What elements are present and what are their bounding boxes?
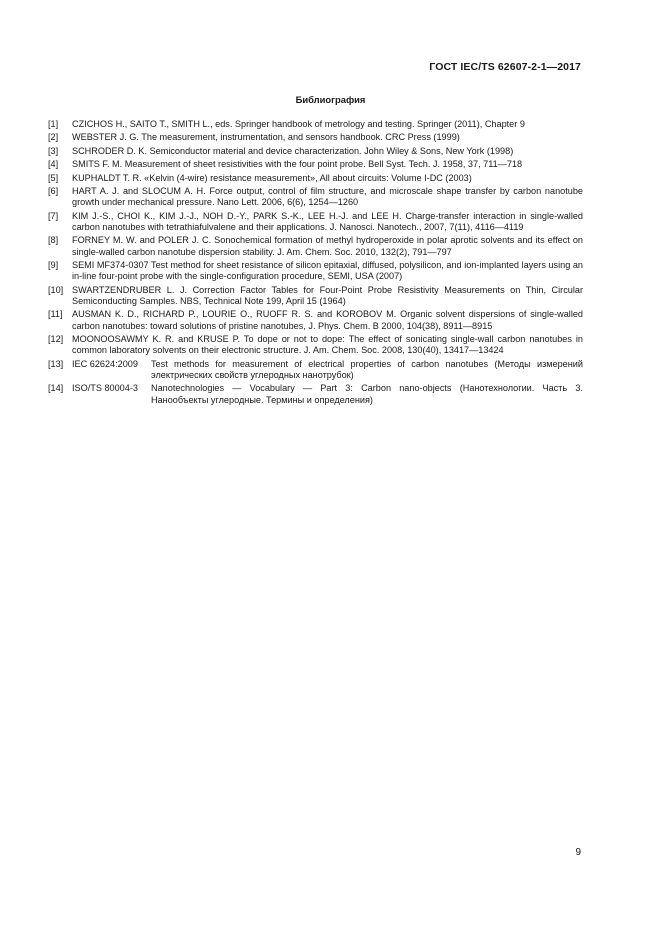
reference-item <box>48 186 583 209</box>
bibliography-title: Библиография <box>295 94 366 105</box>
reference-text: SEMI MF374-0307 Test method for sheet resistance of silicon epitaxial, diffused, polysilicon, and ion-implanted layers using an in-line four-point probe with the single-configuration procedure, SEMI, USA (2007) <box>72 260 583 282</box>
reference-item <box>48 211 583 234</box>
reference-item <box>48 309 583 332</box>
reference-item <box>48 146 583 157</box>
reference-number: [2] <box>48 132 59 143</box>
standard-reference-body <box>72 383 583 406</box>
reference-text: SMITS F. M. Measurement of sheet resistivities with the four point probe. Bell Syst. Tech. J. 1958, 37, 711—718 <box>72 159 523 170</box>
reference-item <box>48 285 583 308</box>
reference-number: [1] <box>48 119 59 129</box>
page-number: 9 <box>575 847 581 858</box>
reference-number: [3] <box>48 145 59 156</box>
reference-number: [4] <box>48 159 59 170</box>
reference-number: [14] <box>48 383 64 394</box>
reference-item <box>48 132 583 143</box>
reference-number: [13] <box>48 358 64 369</box>
standard-code: IEC 62624:2009 <box>72 358 138 369</box>
reference-text: HART A. J. and SLOCUM A. H. Force output, control of film structure, and microscale shape transfer by carbon nanotube growth under mechanical pressure. Nano Lett. 2006, 6(6), 1254—1260 <box>72 185 583 208</box>
standard-title: Nanotechnologies — Vocabulary — Part 3: Carbon nano-objects (Нанотехнологии. Часть 3. Нанообъекты углеродные. Термины и определения) <box>151 383 583 405</box>
reference-text: SWARTZENDRUBER L. J. Correction Factor Tables for Four-Point Probe Resistivity Measurements on Thin, Circular Semiconducting Samples. NBS, Technical Note 199, April 15 (1964) <box>72 284 583 306</box>
reference-item <box>48 334 583 357</box>
reference-item <box>48 260 583 283</box>
reference-number: [12] <box>48 334 64 345</box>
reference-text: KIM J.-S., CHOI K., KIM J.-J., NOH D.-Y., PARK S.-K., LEE H.-J. and LEE H. Charge-transfer interaction in single-walled carbon nanotubes with tetrathiafulvalene and their applications. J. Nanosci. Nanotech., 2007, 7(11), 4116—4119 <box>72 210 583 232</box>
reference-text: FORNEY M. W. and POLER J. C. Sonochemical formation of methyl hydroperoxide in polar aprotic solvents and its effect on single-walled carbon nanotube dispersion stability. J. Am. Chem. Soc. 2010, 132(2), 791—797 <box>72 235 583 257</box>
reference-list <box>48 119 583 408</box>
standard-reference-body <box>72 359 583 382</box>
reference-number: [9] <box>48 260 59 271</box>
standard-reference-item <box>48 383 583 406</box>
standard-code: ISO/TS 80004-3 <box>72 383 138 394</box>
reference-number: [11] <box>48 309 63 320</box>
reference-number: [7] <box>48 210 59 221</box>
reference-item <box>48 119 583 130</box>
standard-title: Test methods for measurement of electrical properties of carbon nanotubes (Методы измерений электрических свойств углеродных нанотрубок) <box>151 358 583 381</box>
reference-text: AUSMAN K. D., RICHARD P., LOURIE O., RUOFF R. S. and KOROBOV M. Organic solvent dispersions of single-walled carbon nanotubes: toward solutions of pristine nanotubes, J. Phys. Chem. B 2000, 104(38), 8911—8915 <box>72 309 583 331</box>
reference-text: WEBSTER J. G. The measurement, instrumentation, and sensors handbook. CRC Press (1999) <box>72 132 460 143</box>
reference-item <box>48 159 583 170</box>
reference-text: SCHRODER D. K. Semiconductor material and device characterization. John Wiley & Sons, New York (1998) <box>72 145 514 156</box>
reference-number: [5] <box>48 172 59 183</box>
reference-item <box>48 173 583 184</box>
reference-item <box>48 235 583 258</box>
reference-text: MOONOOSAWMY K. R. and KRUSE P. To dope or not to dope: The effect of sonicating single-wall carbon nanotubes in common laboratory solvents on their electronic structure. J. Am. Chem. Soc. 2008, 130(40), 13417—13424 <box>72 334 583 356</box>
reference-number: [10] <box>48 284 64 295</box>
standard-reference-item <box>48 359 583 382</box>
reference-text: CZICHOS H., SAITO T., SMITH L., eds. Springer handbook of metrology and testing. Springer (2011), Chapter 9 <box>72 119 525 129</box>
reference-text: KUPHALDT T. R. «Kelvin (4-wire) resistance measurement», All about circuits: Volume I-DC (2003) <box>72 172 472 183</box>
document-code: ГОСТ IEC/TS 62607-2-1—2017 <box>429 61 581 73</box>
reference-number: [8] <box>48 235 59 246</box>
reference-number: [6] <box>48 185 59 196</box>
